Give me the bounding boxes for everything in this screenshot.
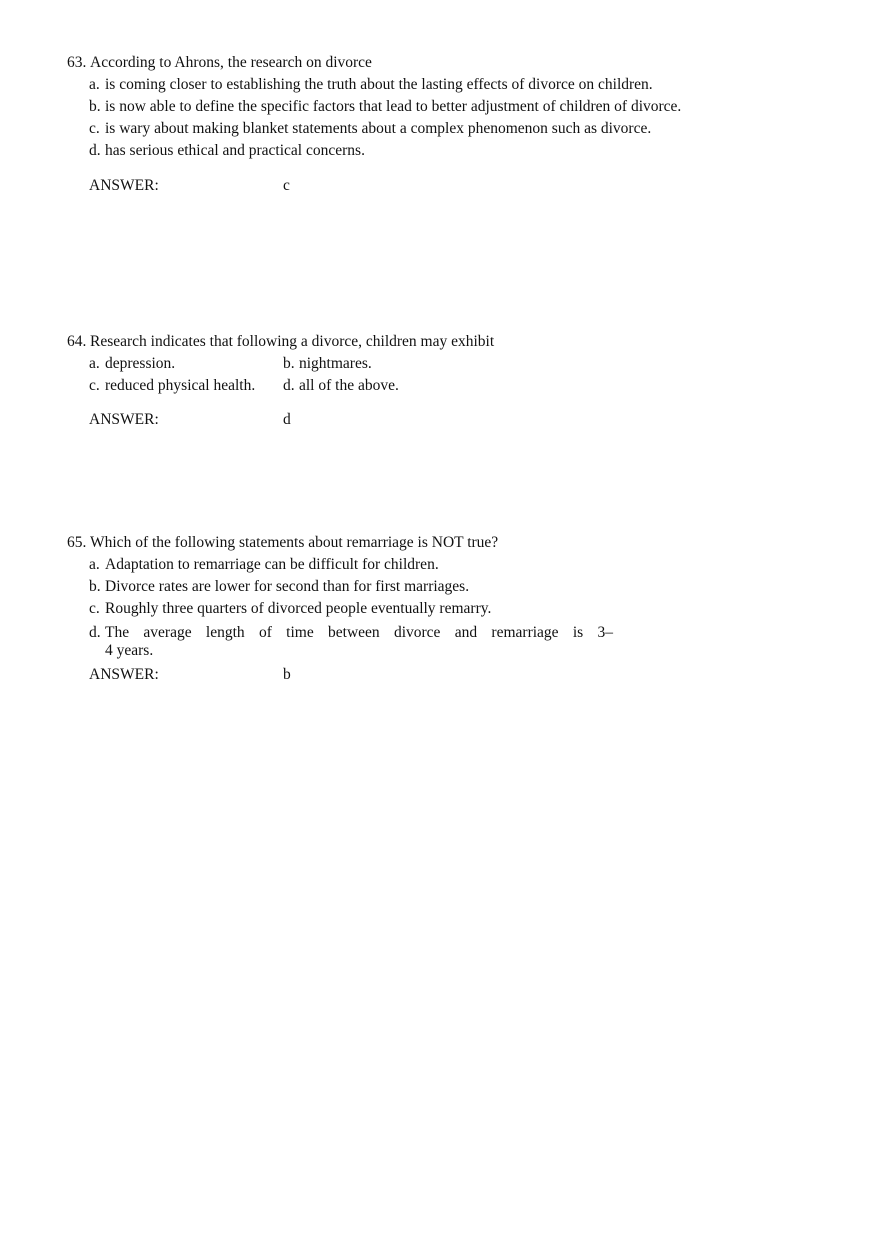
option-text: depression. [105, 355, 176, 373]
option-c [89, 120, 827, 139]
option-text: nightmares. [299, 355, 372, 373]
option-text: is wary about making blanket statements about a complex phenomenon such as divorce. [105, 120, 652, 138]
option-d [89, 142, 827, 161]
option-text: reduced physical health. [105, 377, 256, 395]
answer-row [89, 177, 827, 196]
question-63 [67, 54, 827, 196]
option-letter: d. [89, 142, 101, 160]
answer-label: ANSWER: [89, 176, 159, 194]
question-text: According to Ahrons, the research on divorce [90, 54, 372, 71]
answer-label: ANSWER: [89, 666, 159, 684]
option-letter: a. [89, 355, 100, 373]
option-a [89, 355, 283, 374]
option-letter: d. [89, 623, 101, 641]
question-stem [67, 534, 827, 553]
option-a [89, 76, 827, 95]
answer-value: d [283, 410, 291, 428]
question-65 [67, 534, 827, 685]
option-text: Divorce rates are lower for second than for first marriages. [105, 578, 470, 596]
question-text: Which of the following statements about remarriage is NOT true? [90, 534, 499, 551]
answer-row [89, 411, 827, 430]
option-letter: a. [89, 556, 100, 574]
option-letter: c. [89, 120, 100, 138]
question-number: 64. [67, 333, 87, 350]
option-b [89, 578, 827, 597]
option-text-continuation: 4 years. [105, 642, 154, 660]
option-d [89, 624, 827, 643]
options-grid [89, 355, 827, 396]
answer-label: ANSWER: [89, 410, 159, 428]
answer-value: b [283, 666, 291, 684]
answer-row [89, 666, 827, 685]
options-list [89, 556, 827, 661]
question-stem [67, 54, 827, 73]
option-text: Adaptation to remarriage can be difficult for children. [105, 556, 439, 574]
option-text: Roughly three quarters of divorced people eventually remarry. [105, 600, 492, 618]
option-b [283, 355, 827, 374]
option-a [89, 556, 827, 575]
question-number: 63. [67, 54, 87, 71]
option-letter: c. [89, 600, 100, 618]
option-text: is coming closer to establishing the truth about the lasting effects of divorce on children. [105, 76, 653, 94]
option-text: is now able to define the specific factors that lead to better adjustment of children of divorce. [105, 98, 682, 116]
option-letter: b. [283, 355, 295, 373]
option-letter: b. [89, 98, 101, 116]
option-letter: b. [89, 578, 101, 596]
option-letter: d. [283, 377, 295, 395]
option-c [89, 377, 283, 396]
option-letter: c. [89, 377, 100, 395]
question-64 [67, 333, 827, 429]
option-text: has serious ethical and practical concerns. [105, 142, 365, 160]
option-c [89, 600, 827, 619]
option-letter: a. [89, 76, 100, 94]
option-d [283, 377, 827, 396]
answer-value: c [283, 176, 290, 194]
option-text: The average length of time between divorce and remarriage is 3– [105, 623, 613, 641]
option-b [89, 98, 827, 117]
question-number: 65. [67, 534, 87, 551]
question-text: Research indicates that following a divorce, children may exhibit [90, 333, 495, 350]
options-list [89, 76, 827, 161]
option-text: all of the above. [299, 377, 399, 395]
question-stem [67, 333, 827, 352]
